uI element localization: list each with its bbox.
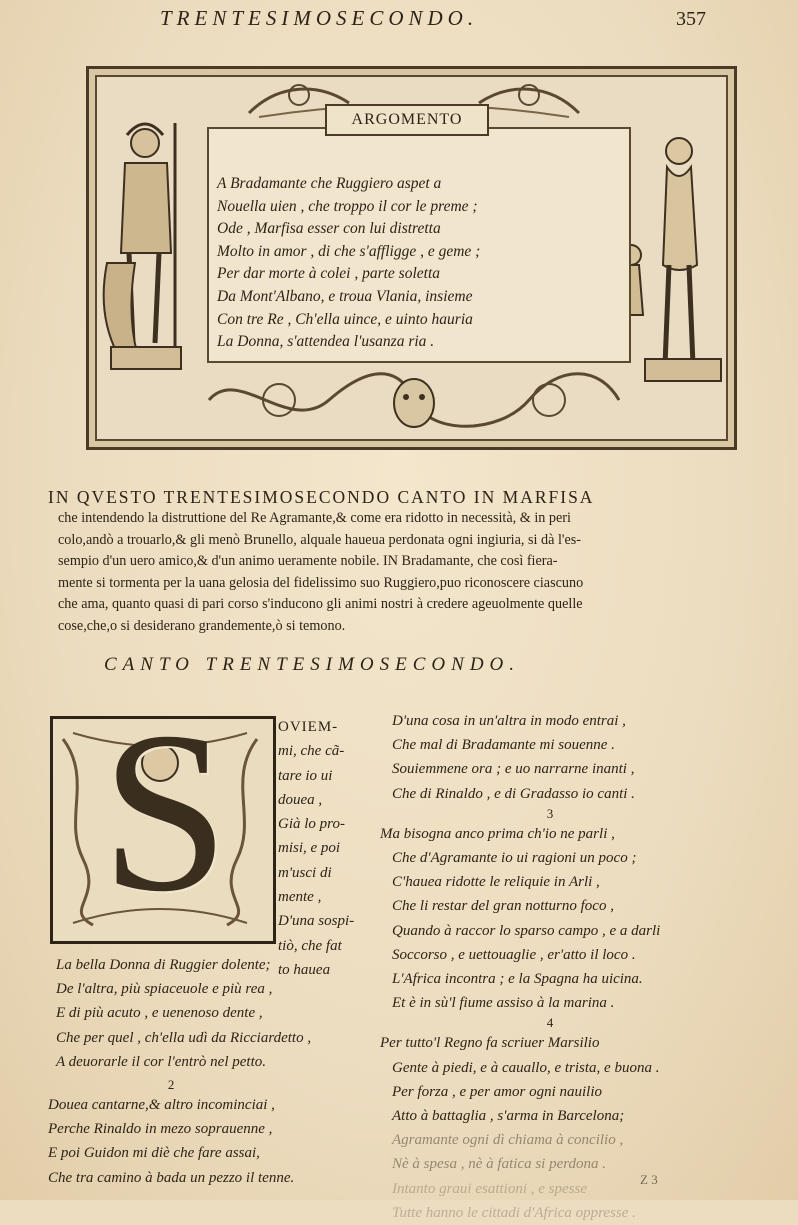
canto-title: CANTO TRENTESIMOSECONDO. bbox=[104, 654, 521, 675]
argument-line: Da Mont'Albano, e troua Vlania, insieme bbox=[217, 287, 473, 305]
summary-heading: IN QVESTO TRENTESIMOSECONDO CANTO IN MARFISA bbox=[48, 487, 595, 507]
verse-line: C'hauea ridotte le reliquie in Arli , bbox=[392, 874, 600, 891]
verse-line: Soccorso , e uettouaglie , er'atto il loco . bbox=[392, 946, 636, 963]
stanza-1-end bbox=[56, 953, 311, 1074]
running-title: TRENTESIMOSECONDO. bbox=[160, 6, 479, 30]
verse-line: Tutte hanno le cittadi d'Africa oppresse . bbox=[392, 1204, 636, 1221]
verse-line: Et è in sù'l fiume assiso à la marina . bbox=[392, 995, 615, 1012]
verse-line: Che mal di Bradamante mi souenne . bbox=[392, 737, 615, 754]
verse-line: Perche Rinaldo in mezo soprauenne , bbox=[48, 1121, 273, 1138]
verse-line: tiò, che fat bbox=[278, 937, 342, 954]
summary-line: cose,che,o si desiderano grandemente,ò si temono. bbox=[58, 617, 346, 634]
argument-verses bbox=[217, 173, 480, 354]
verse-line: douea , bbox=[278, 791, 323, 808]
verse-line: Souiemmene ora ; e uo narrarne inanti , bbox=[392, 761, 635, 778]
initial-side-verses bbox=[278, 715, 354, 982]
signature-mark: Z 3 bbox=[640, 1172, 658, 1187]
verse-line: La bella Donna di Ruggier dolente; bbox=[56, 957, 271, 973]
verse-line: A deuorarle il cor l'entrò nel petto. bbox=[56, 1053, 266, 1070]
verse-line: Già lo pro- bbox=[278, 816, 345, 833]
summary-line: colo,andò a trouarlo,& gli menò Brunello, alquale haueua perdonata ogni ingiuria, si dà l'es- bbox=[58, 531, 582, 548]
verse-line: De l'altra, più spiaceuole e più rea , bbox=[56, 981, 273, 998]
verse-line: Douea cantarne,& altro incominciai , bbox=[48, 1097, 275, 1113]
argument-line: Molto in amor , di che s'affligge , e geme ; bbox=[217, 242, 481, 260]
page-number: 357 bbox=[676, 8, 706, 30]
summary-line: che ama, quanto quasi di pari corso s'inducono gli animi nostri à credere ageuolmente quelle bbox=[58, 596, 583, 612]
verse-line: Che li restar del gran notturno foco , bbox=[392, 898, 614, 915]
argument-line: A Bradamante che Ruggiero aspet a bbox=[217, 175, 442, 192]
verse-line: Che d'Agramante io ui ragioni un poco ; bbox=[392, 850, 637, 867]
summary-line: sempio d'un uero amico,& d'un animo ueramente nobile. IN Bradamante, che così fiera- bbox=[58, 553, 558, 569]
mask-scroll-ornament-icon bbox=[199, 365, 629, 435]
argument-line: Per dar morte à colei , parte soletta bbox=[217, 265, 440, 283]
verse-line: E poi Guidon mi diè che fare assai, bbox=[48, 1145, 260, 1162]
stanza-number: 4 bbox=[546, 1015, 554, 1031]
verse-line: L'Africa incontra ; e la Spagna ha uicina. bbox=[392, 971, 643, 988]
verse-line: Per tutto'l Regno fa scriuer Marsilio bbox=[380, 1035, 600, 1052]
verse-line: Che di Rinaldo , e di Gradasso io canti . bbox=[392, 785, 635, 802]
verse-line: Gente à piedi, e à cauallo, e trista, e buona . bbox=[392, 1059, 660, 1076]
verse-line: tare io ui bbox=[278, 767, 333, 784]
verse-line: Che tra camino à bada un pezzo il tenne. bbox=[48, 1169, 295, 1186]
argument-line: Con tre Re , Ch'ella uince, e uinto hauria bbox=[217, 310, 473, 328]
stanza-2 bbox=[48, 1077, 294, 1190]
argument-title: ARGOMENTO bbox=[325, 104, 489, 136]
verse-line: Intanto graui esattioni , e spesse bbox=[392, 1180, 587, 1197]
verse-line: Nè à spesa , nè à fatica si perdona . bbox=[392, 1156, 607, 1173]
verse-line: mi, che cã- bbox=[278, 743, 345, 760]
argument-line: Nouella uien , che troppo il cor le preme ; bbox=[217, 197, 478, 215]
verse-line: m'usci di bbox=[278, 864, 332, 881]
decorated-initial bbox=[50, 684, 276, 944]
verse-line: D'una sospi- bbox=[278, 913, 355, 930]
verse-line: D'una cosa in un'altra in modo entrai , bbox=[392, 713, 626, 729]
stanza-number: 3 bbox=[546, 805, 554, 821]
right-column bbox=[380, 709, 720, 1225]
canto-summary bbox=[48, 486, 710, 637]
initial-letter: S bbox=[101, 684, 229, 939]
summary-line: che intendendo la distruttione del Re Agramante,& come era ridotto in necessità, & in peri bbox=[58, 510, 571, 526]
stanza-3 bbox=[380, 806, 720, 1016]
verse-line: misi, e poi bbox=[278, 840, 341, 857]
verse-line: OVIEM- bbox=[278, 719, 339, 735]
verse-line: Atto à battaglia , s'arma in Barcelona; bbox=[392, 1108, 625, 1125]
stanza-4 bbox=[380, 1015, 720, 1225]
summary-line: mente si tormenta per la uana gelosia del fidelissimo suo Ruggiero,puo riconoscere ciascuno bbox=[58, 574, 584, 591]
verse-line: Per forza , e per amor ogni nauilio bbox=[392, 1083, 602, 1100]
argument-frame bbox=[86, 66, 737, 450]
verse-line: Ma bisogna anco prima ch'io ne parli , bbox=[380, 825, 615, 842]
verse-line: Quando à raccor lo sparso campo , e a darli bbox=[392, 922, 661, 939]
verse-line: to haueа bbox=[278, 961, 331, 978]
stanza-number: 2 bbox=[167, 1077, 175, 1092]
verse-line: E di più acuto , e uenenoso dente , bbox=[56, 1005, 263, 1022]
soldier-figure-icon bbox=[97, 113, 187, 373]
verse-line: Agramante ogni dì chiama à concilio , bbox=[392, 1132, 624, 1149]
verse-line: mente , bbox=[278, 889, 322, 906]
argument-line: La Donna, s'attendea l'usanza ria . bbox=[217, 333, 435, 351]
verse-line: Che per quel , ch'ella udì da Ricciardetto , bbox=[56, 1029, 312, 1046]
argument-line: Ode , Marfisa esser con lui distretta bbox=[217, 220, 441, 238]
stanza-2-continued bbox=[380, 709, 720, 806]
